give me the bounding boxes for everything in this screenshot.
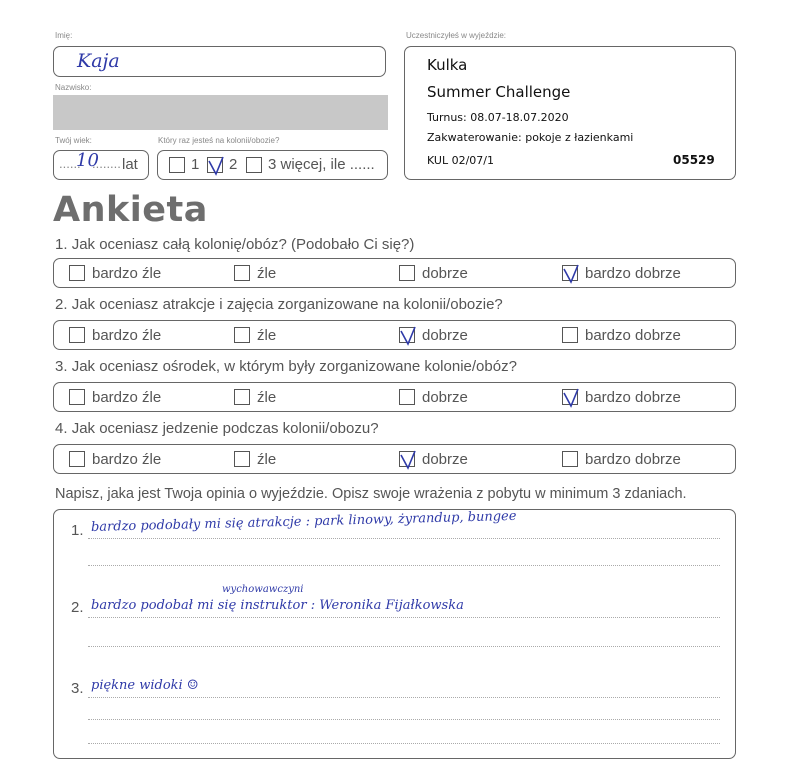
kolonia-opt3-label: 3 więcej, ile ...... (268, 156, 375, 173)
kolonia-label: Który raz jesteś na kolonii/obozie? (158, 136, 280, 145)
kolonia-opt2-label: 2 (229, 156, 238, 173)
option-label: bardzo źle (92, 388, 162, 406)
question-3-options (53, 382, 736, 412)
question-number: 1. (55, 236, 68, 253)
question-4-text (55, 420, 379, 437)
option-1[interactable] (69, 264, 161, 282)
option-checkbox[interactable] (69, 327, 85, 343)
option-label: bardzo dobrze (585, 388, 681, 406)
trip-box (404, 46, 736, 180)
dotted-line (88, 719, 720, 720)
trip-zakwaterowanie: Zakwaterowanie: pokoje z łazienkami (427, 131, 634, 144)
nazwisko-redaction (53, 95, 388, 130)
opinion-line-2-insert: wychowawczyni (222, 584, 304, 595)
option-label: dobrze (422, 264, 468, 282)
trip-number: 05529 (673, 153, 715, 167)
option-4[interactable] (562, 450, 681, 468)
option-3[interactable] (399, 326, 468, 344)
question-label: Jak oceniasz ośrodek, w którym były zorganizowane kolonie/obóz? (71, 358, 517, 375)
trip-label: Uczestniczyłeś w wyjeździe: (406, 31, 507, 40)
option-checkbox[interactable] (234, 451, 250, 467)
option-checkbox[interactable] (562, 265, 578, 281)
opinion-line-2-text: bardzo podobał mi się instruktor : Weronika Fijałkowska (91, 598, 464, 613)
opinion-line-number: 3. (71, 680, 84, 697)
option-3[interactable] (399, 450, 468, 468)
checkmark-icon (398, 449, 420, 471)
question-4-options (53, 444, 736, 474)
question-2-text (55, 296, 503, 313)
question-number: 4. (55, 420, 68, 437)
option-label: dobrze (422, 450, 468, 468)
survey-title: Ankieta (53, 190, 208, 230)
nazwisko-label: Nazwisko: (55, 83, 92, 92)
trip-turnus: Turnus: 08.07-18.07.2020 (427, 111, 569, 124)
kolonia-checkbox-3[interactable] (246, 157, 262, 173)
option-checkbox[interactable] (399, 451, 415, 467)
trip-program: Summer Challenge (427, 83, 571, 101)
kolonia-checkbox-1[interactable] (169, 157, 185, 173)
option-label: bardzo dobrze (585, 264, 681, 282)
dotted-line (88, 697, 720, 698)
option-label: źle (257, 450, 277, 468)
option-label: bardzo dobrze (585, 326, 681, 344)
opinion-line-1-text: bardzo podobały mi się atrakcje : park linowy, żyrandup, bungee (90, 508, 517, 535)
kolonia-opt1-label: 1 (191, 156, 200, 173)
option-checkbox[interactable] (234, 389, 250, 405)
wiek-label: Twój wiek: (55, 136, 92, 145)
dotted-line (88, 617, 720, 618)
option-label: dobrze (422, 326, 468, 344)
option-2[interactable] (234, 264, 276, 282)
option-2[interactable] (234, 388, 276, 406)
wiek-handwriting: 10 (76, 150, 99, 171)
imie-handwriting: Kaja (77, 50, 120, 72)
option-checkbox[interactable] (234, 327, 250, 343)
dotted-line (88, 646, 720, 647)
option-checkbox[interactable] (69, 265, 85, 281)
question-1-text (55, 236, 414, 253)
option-label: źle (257, 388, 277, 406)
option-4[interactable] (562, 326, 681, 344)
option-3[interactable] (399, 388, 468, 406)
opinion-line-number: 1. (71, 522, 84, 539)
option-label: bardzo dobrze (585, 450, 681, 468)
option-2[interactable] (234, 326, 276, 344)
question-2-options (53, 320, 736, 350)
question-label: Jak oceniasz atrakcje i zajęcia zorganizowane na kolonii/obozie? (71, 296, 503, 313)
checkmark-icon (561, 263, 583, 285)
wiek-dots-right: ........ (92, 156, 121, 171)
question-label: Jak oceniasz jedzenie podczas kolonii/obozu? (71, 420, 379, 437)
option-1[interactable] (69, 326, 161, 344)
option-1[interactable] (69, 450, 161, 468)
dotted-line (88, 565, 720, 566)
option-4[interactable] (562, 388, 681, 406)
option-3[interactable] (399, 264, 468, 282)
opinion-line-3-text: piękne widoki ☺ (91, 678, 199, 693)
opinion-line-number: 2. (71, 599, 84, 616)
option-checkbox[interactable] (69, 451, 85, 467)
opinion-box[interactable] (53, 509, 736, 759)
option-checkbox[interactable] (562, 451, 578, 467)
checkmark-icon (561, 387, 583, 409)
option-checkbox[interactable] (399, 327, 415, 343)
question-1-options (53, 258, 736, 288)
option-checkbox[interactable] (562, 389, 578, 405)
question-label: Jak oceniasz całą kolonię/obóz? (Podobało Ci się?) (71, 236, 415, 253)
option-1[interactable] (69, 388, 161, 406)
option-checkbox[interactable] (69, 389, 85, 405)
option-label: źle (257, 326, 277, 344)
question-3-text (55, 358, 517, 375)
option-checkbox[interactable] (399, 265, 415, 281)
wiek-unit: lat (122, 156, 138, 173)
imie-field[interactable] (53, 46, 386, 77)
imie-label: Imię: (55, 31, 73, 40)
option-label: bardzo źle (92, 450, 162, 468)
checkmark-icon (206, 155, 228, 177)
question-number: 3. (55, 358, 68, 375)
option-4[interactable] (562, 264, 681, 282)
option-checkbox[interactable] (562, 327, 578, 343)
option-label: bardzo źle (92, 264, 162, 282)
question-number: 2. (55, 296, 68, 313)
trip-code: KUL 02/07/1 (427, 154, 494, 167)
trip-name: Kulka (427, 56, 468, 74)
checkmark-icon (398, 325, 420, 347)
option-checkbox[interactable] (234, 265, 250, 281)
dotted-line (88, 743, 720, 744)
dotted-line (88, 538, 720, 539)
wiek-dots-left: ...... (59, 156, 81, 171)
option-label: źle (257, 264, 277, 282)
option-checkbox[interactable] (399, 389, 415, 405)
kolonia-field (157, 150, 388, 180)
kolonia-checkbox-2[interactable] (207, 157, 223, 173)
opinion-instruction: Napisz, jaka jest Twoja opinia o wyjeździe. Opisz swoje wrażenia z pobytu w minimum 3 zdaniach. (55, 486, 687, 502)
option-2[interactable] (234, 450, 276, 468)
option-label: bardzo źle (92, 326, 162, 344)
wiek-field[interactable] (53, 150, 149, 180)
option-label: dobrze (422, 388, 468, 406)
